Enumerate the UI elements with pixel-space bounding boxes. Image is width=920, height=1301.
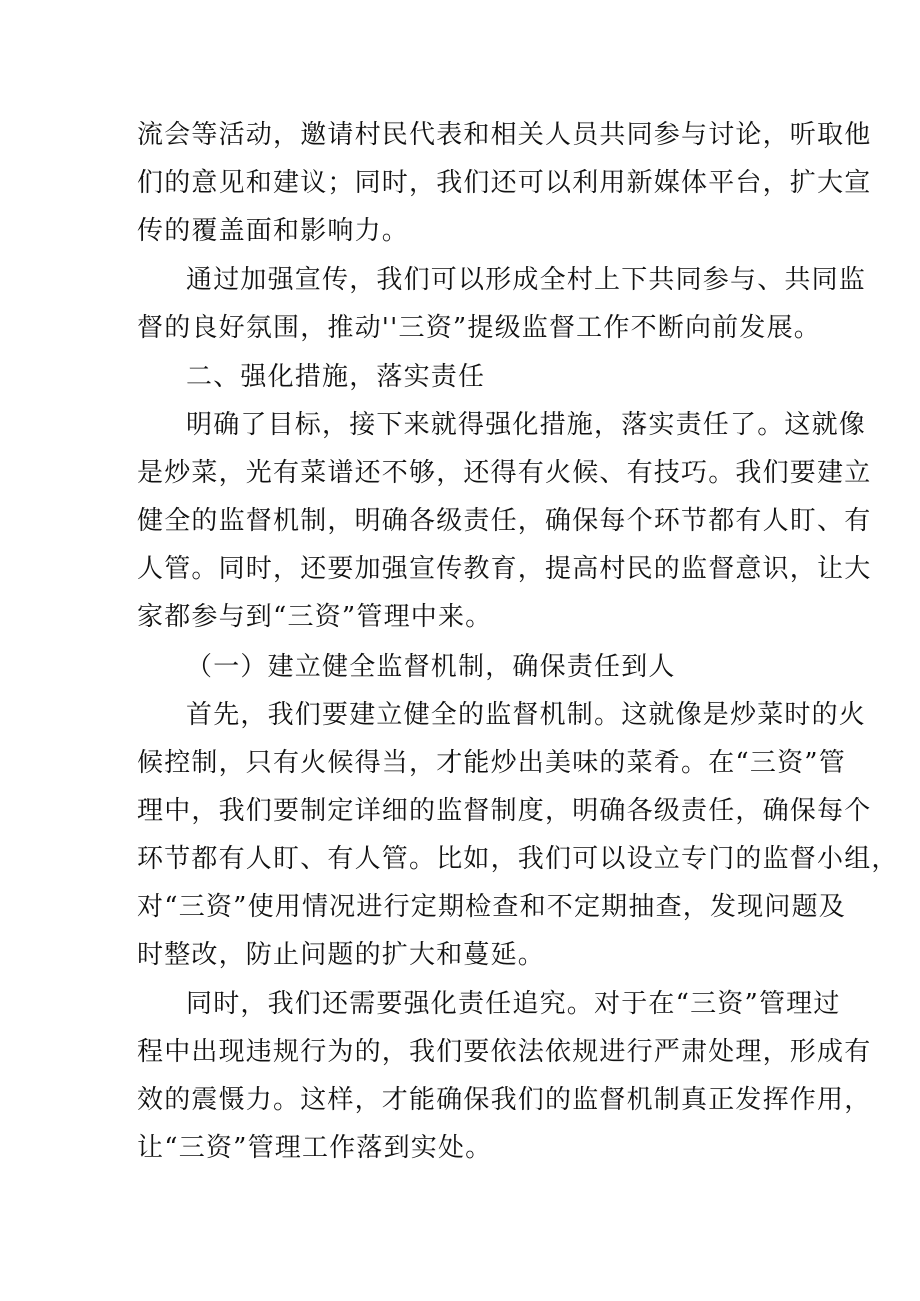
text-line: 家都参与到“三资”管理中来。 (137, 602, 493, 632)
paragraph-start-line: 首先，我们要建立健全的监督机制。这就像是炒菜时的火 (186, 700, 867, 730)
text-line: 健全的监督机制，明确各级责任，确保每个环节都有人盯、有 (137, 506, 872, 536)
text-line: 传的覆盖面和影响力。 (137, 216, 410, 246)
paragraph-start-line: 通过加强宣传，我们可以形成全村上下共同参与、共同监 (186, 265, 867, 295)
text-line: 时整改，防止问题的扩大和蔓延。 (137, 940, 546, 970)
subsection-heading: （一）建立健全监督机制，确保责任到人 (186, 652, 676, 682)
text-line: 理中，我们要制定详细的监督制度，明确各级责任，确保每个 (137, 796, 872, 826)
text-line: 效的震慑力。这样，才能确保我们的监督机制真正发挥作用， (137, 1085, 872, 1115)
text-line: 环节都有人盯、有人管。比如，我们可以设立专门的监督小组， (137, 844, 899, 874)
text-line: 对“三资”使用情况进行定期检查和不定期抽查，发现问题及 (137, 892, 846, 922)
text-line: 人管。同时，还要加强宣传教育，提高村民的监督意识，让大 (137, 554, 872, 584)
text-line: 是炒菜，光有菜谱还不够，还得有火候、有技巧。我们要建立 (137, 458, 872, 488)
text-line: 督的良好氛围，推动''三资”提级监督工作不断向前发展。 (137, 313, 821, 343)
paragraph-start-line: 明确了目标，接下来就得强化措施，落实责任了。这就像 (186, 410, 867, 440)
section-heading: 二、强化措施，落实责任 (186, 362, 486, 392)
text-line: 流会等活动，邀请村民代表和相关人员共同参与讨论，听取他 (137, 120, 872, 150)
text-line: 让“三资”管理工作落到实处。 (137, 1133, 493, 1163)
text-line: 们的意见和建议；同时，我们还可以利用新媒体平台，扩大宣 (137, 168, 872, 198)
text-line: 程中出现违规行为的，我们要依法依规进行严肃处理，形成有 (137, 1037, 872, 1067)
paragraph-start-line: 同时，我们还需要强化责任追究。对于在“三资”管理过 (186, 989, 841, 1019)
text-line: 候控制，只有火候得当，才能炒出美味的菜肴。在“三资”管 (137, 748, 846, 778)
